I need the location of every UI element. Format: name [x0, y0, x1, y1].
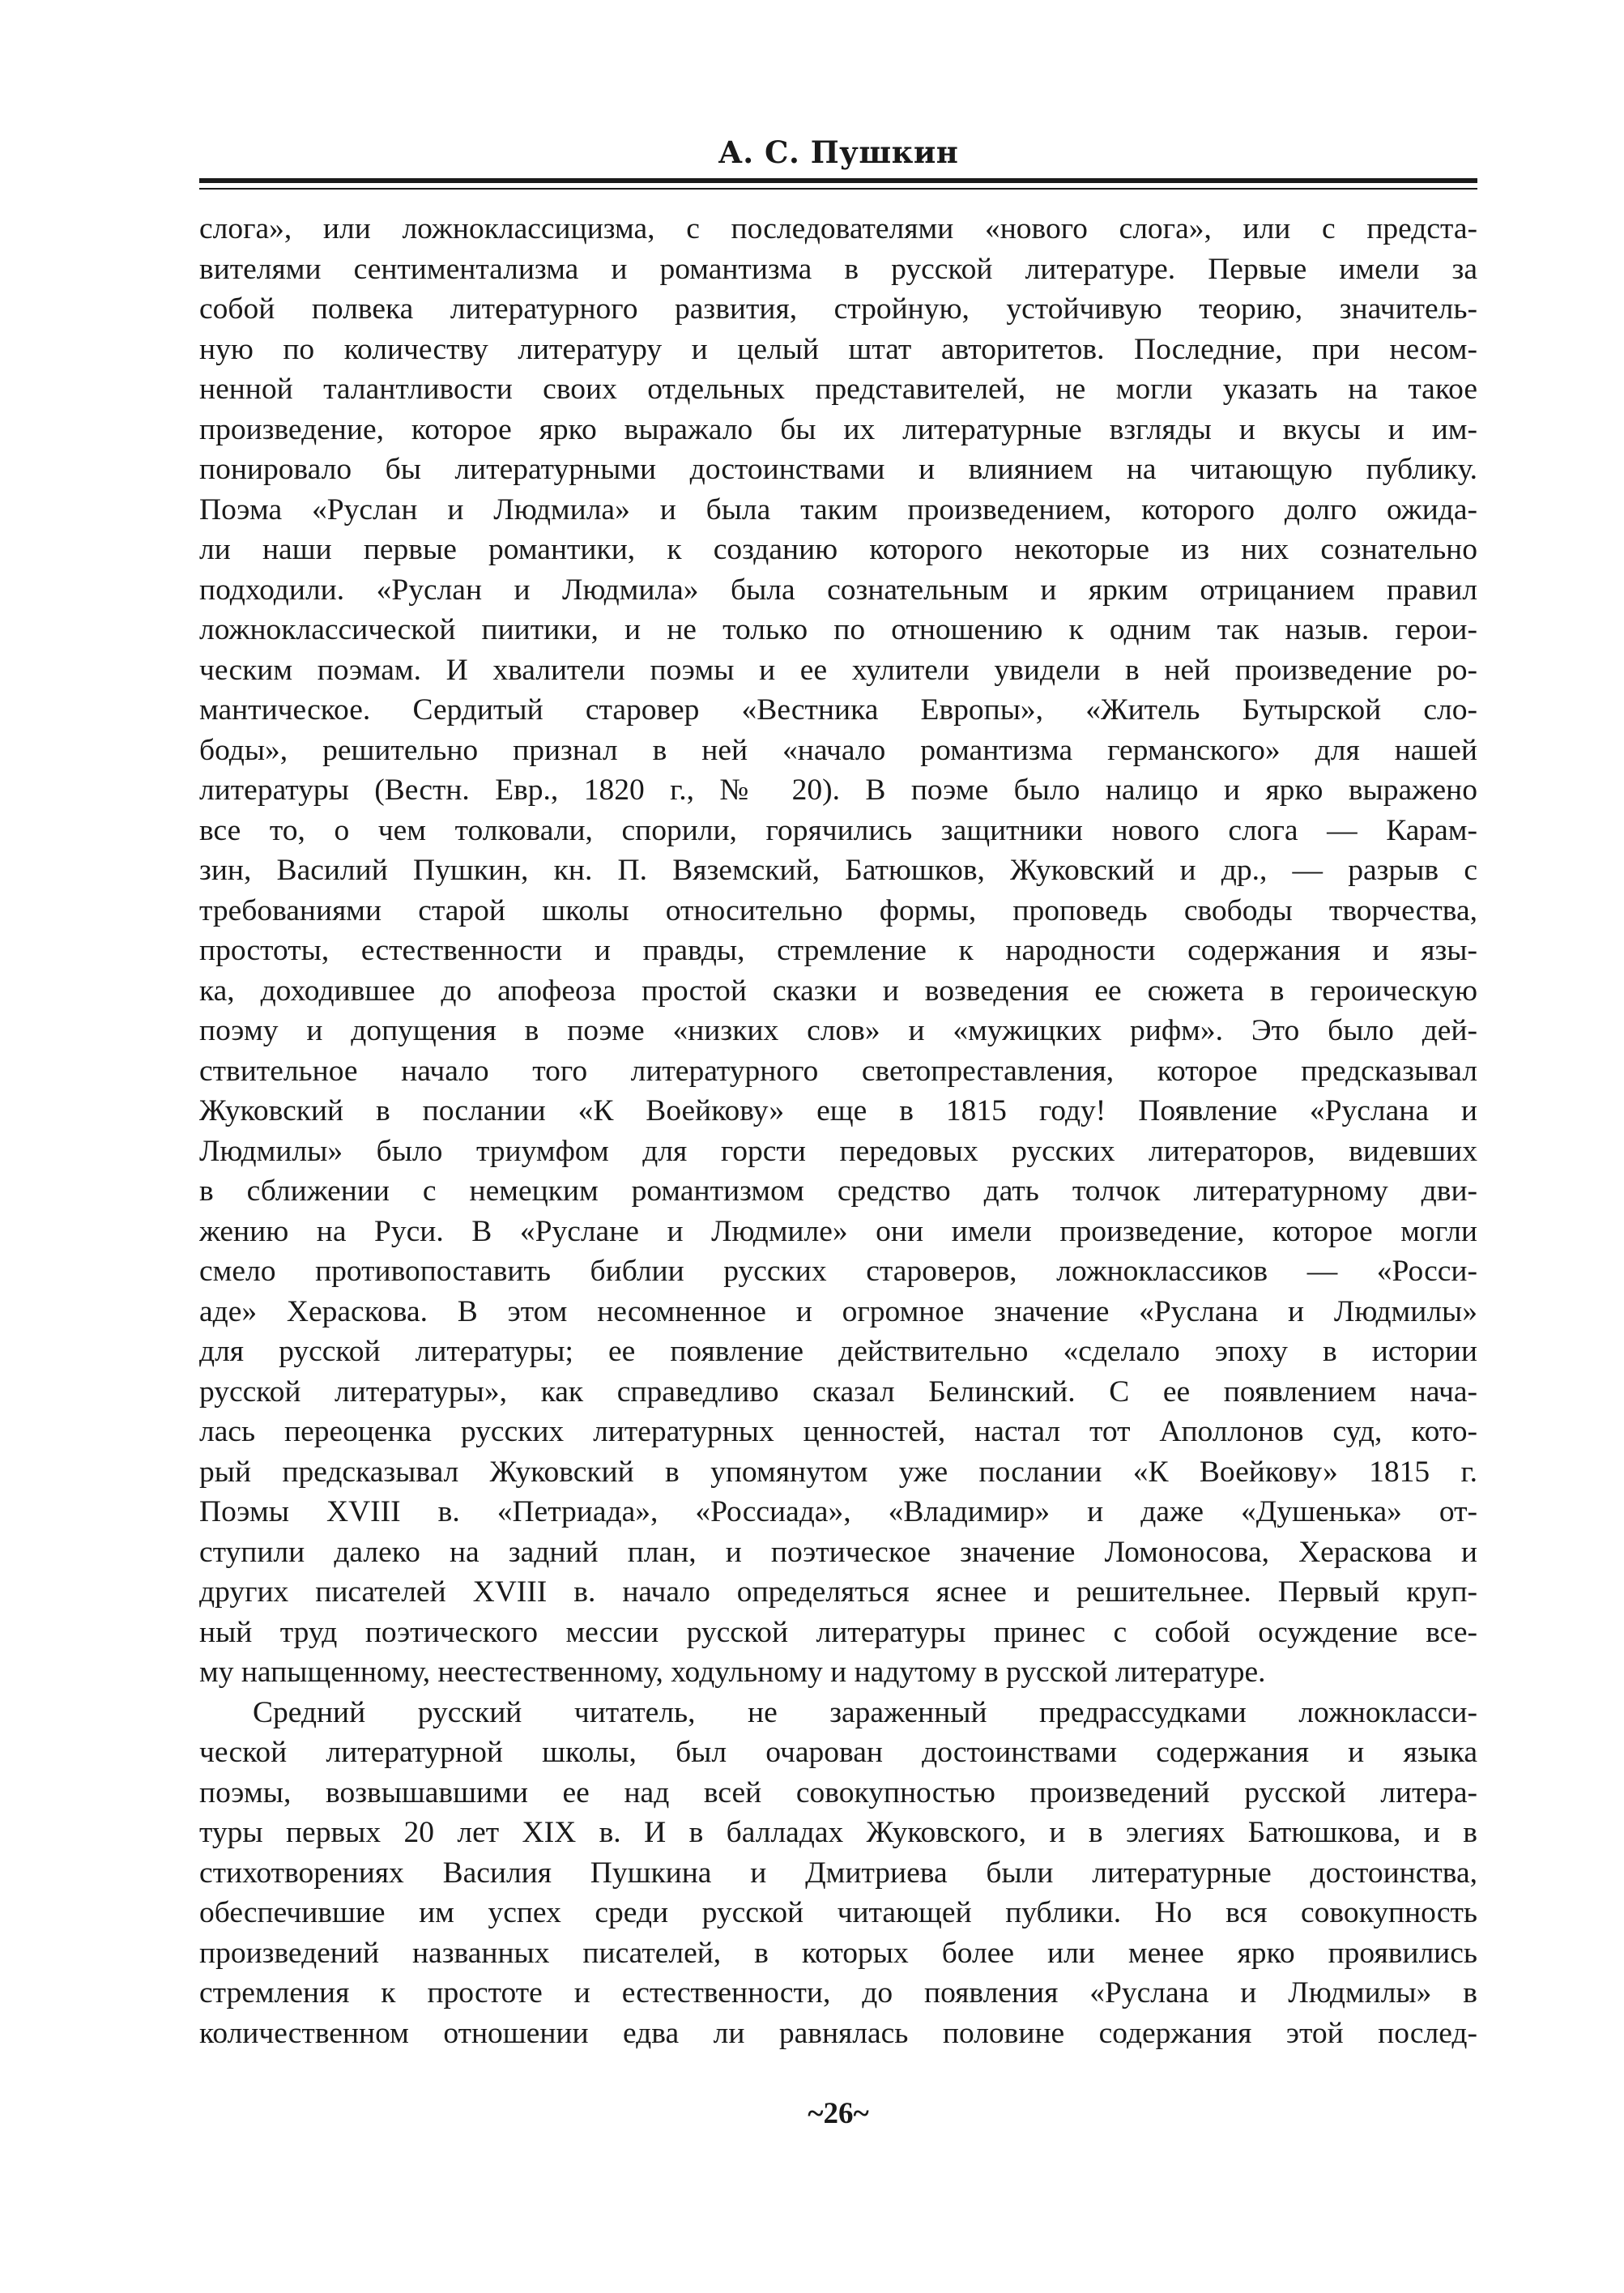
text-line: рый предсказывал Жуковский в упомянутом уже послании «К Воейкову» 1815 г.	[199, 1455, 1477, 1489]
text-line: смело противопоставить библии русских староверов, ложноклассиков — «Росси-	[199, 1255, 1477, 1288]
text-line: ка, доходившее до апофеоза простой сказки и возведения ее сюжета в героическую	[199, 974, 1477, 1008]
text-line: мантическое. Сердитый старовер «Вестника Европы», «Житель Бутырской сло-	[199, 693, 1477, 727]
text-line: ную по количеству литературу и целый штат авторитетов. Последние, при несом-	[199, 332, 1477, 366]
text-line: собой полвека литературного развития, стройную, устойчивую теорию, значитель-	[199, 292, 1477, 326]
text-line: в сближении с немецким романтизмом средство дать толчок литературному дви-	[199, 1174, 1477, 1208]
text-line: ческой литературной школы, был очарован достоинствами содержания и языка	[199, 1736, 1477, 1769]
text-line: русской литературы», как справедливо сказал Белинский. С ее появлением нача-	[199, 1375, 1477, 1409]
text-line: Людмилы» было триумфом для горсти передовых русских литераторов, видевших	[199, 1134, 1477, 1168]
text-line: произведений названных писателей, в которых более или менее ярко проявились	[199, 1936, 1477, 1970]
text-line: стремления к простоте и естественности, до появления «Руслана и Людмилы» в	[199, 1976, 1477, 2010]
text-line: все то, о чем толковали, спорили, горячились защитники нового слога — Карам-	[199, 813, 1477, 847]
text-line: литературы (Вестн. Евр., 1820 г., № 20). В поэме было налицо и ярко выражено	[199, 774, 1477, 807]
text-line: жению на Руси. В «Руслане и Людмиле» они имели произведение, которое могли	[199, 1214, 1477, 1248]
text-line: ный труд поэтического мессии русской литературы принес с собой осуждение все-	[199, 1615, 1477, 1649]
header-rule-thick	[199, 178, 1477, 183]
text-line: других писателей XVIII в. начало определяться яснее и решительнее. Первый круп-	[199, 1575, 1477, 1609]
text-line: ли наши первые романтики, к созданию которого некоторые из них сознательно	[199, 533, 1477, 566]
running-header-title: А. С. Пушкин	[718, 134, 959, 170]
text-line: поэмы, возвышавшими ее над всей совокупностью произведений русской литера-	[199, 1775, 1477, 1809]
text-line: Поэмы XVIII в. «Петриада», «Россиада», «Владимир» и даже «Душенька» от-	[199, 1495, 1477, 1528]
text-line: ствительное начало того литературного светопреставления, которое предсказывал	[199, 1054, 1477, 1088]
text-line: вителями сентиментализма и романтизма в русской литературе. Первые имели за	[199, 252, 1477, 286]
text-line: ненной талантливости своих отдельных представителей, не могли указать на такое	[199, 373, 1477, 406]
text-line: туры первых 20 лет XIX в. И в балладах Жуковского, и в элегиях Батюшкова, и в	[199, 1816, 1477, 1849]
text-line: обеспечившие им успех среди русской читающей публики. Но вся совокупность	[199, 1896, 1477, 1929]
text-line: для русской литературы; ее появление действительно «сделало эпоху в истории	[199, 1335, 1477, 1368]
text-line: поэму и допущения в поэме «низких слов» и «мужицких рифм». Это было дей-	[199, 1014, 1477, 1047]
text-line: простоты, естественности и правды, стремление к народности содержания и язы-	[199, 934, 1477, 967]
body-text	[199, 209, 1477, 2053]
text-line: лась переоценка русских литературных ценностей, настал тот Аполлонов суд, кото-	[199, 1415, 1477, 1448]
text-line: количественном отношении едва ли равнялась половине содержания этой послед-	[199, 2016, 1477, 2050]
text-line: ческим поэмам. И хвалители поэмы и ее хулители увидели в ней произведение ро-	[199, 653, 1477, 687]
paragraph-end-line: му напыщенному, неестественному, ходульному и надутому в русской литературе.	[199, 1656, 1266, 1689]
text-line: стихотворениях Василия Пушкина и Дмитриева были литературные достоинства,	[199, 1856, 1477, 1890]
paragraph-start-line: Средний русский читатель, не зараженный предрассудками ложнокласси-	[253, 1695, 1477, 1729]
text-line: слога», или ложноклассицизма, с последователями «нового слога», или с предста-	[199, 212, 1477, 245]
text-line: ложноклассической пиитики, и не только по отношению к одним так назыв. герои-	[199, 613, 1477, 646]
text-line: Поэма «Руслан и Людмила» и была таким произведением, которого долго ожида-	[199, 492, 1477, 526]
text-line: ступили далеко на задний план, и поэтическое значение Ломоносова, Хераскова и	[199, 1535, 1477, 1569]
page-number: ~26~	[808, 2097, 869, 2130]
text-line: требованиями старой школы относительно формы, проповедь свободы творчества,	[199, 893, 1477, 927]
text-line: боды», решительно признал в ней «начало романтизма германского» для нашей	[199, 733, 1477, 767]
text-line: Жуковский в послании «К Воейкову» еще в 1815 году! Появление «Руслана и	[199, 1094, 1477, 1127]
text-line: аде» Хераскова. В этом несомненное и огромное значение «Руслана и Людмилы»	[199, 1294, 1477, 1328]
text-line: зин, Василий Пушкин, кн. П. Вяземский, Батюшков, Жуковский и др., — разрыв с	[199, 854, 1477, 887]
text-line: произведение, которое ярко выражало бы их литературные взгляды и вкусы и им-	[199, 412, 1477, 446]
text-line: подходили. «Руслан и Людмила» была сознательным и ярким отрицанием правил	[199, 573, 1477, 607]
text-line: понировало бы литературными достоинствами и влиянием на читающую публику.	[199, 453, 1477, 486]
header-rule-thin	[199, 188, 1477, 190]
